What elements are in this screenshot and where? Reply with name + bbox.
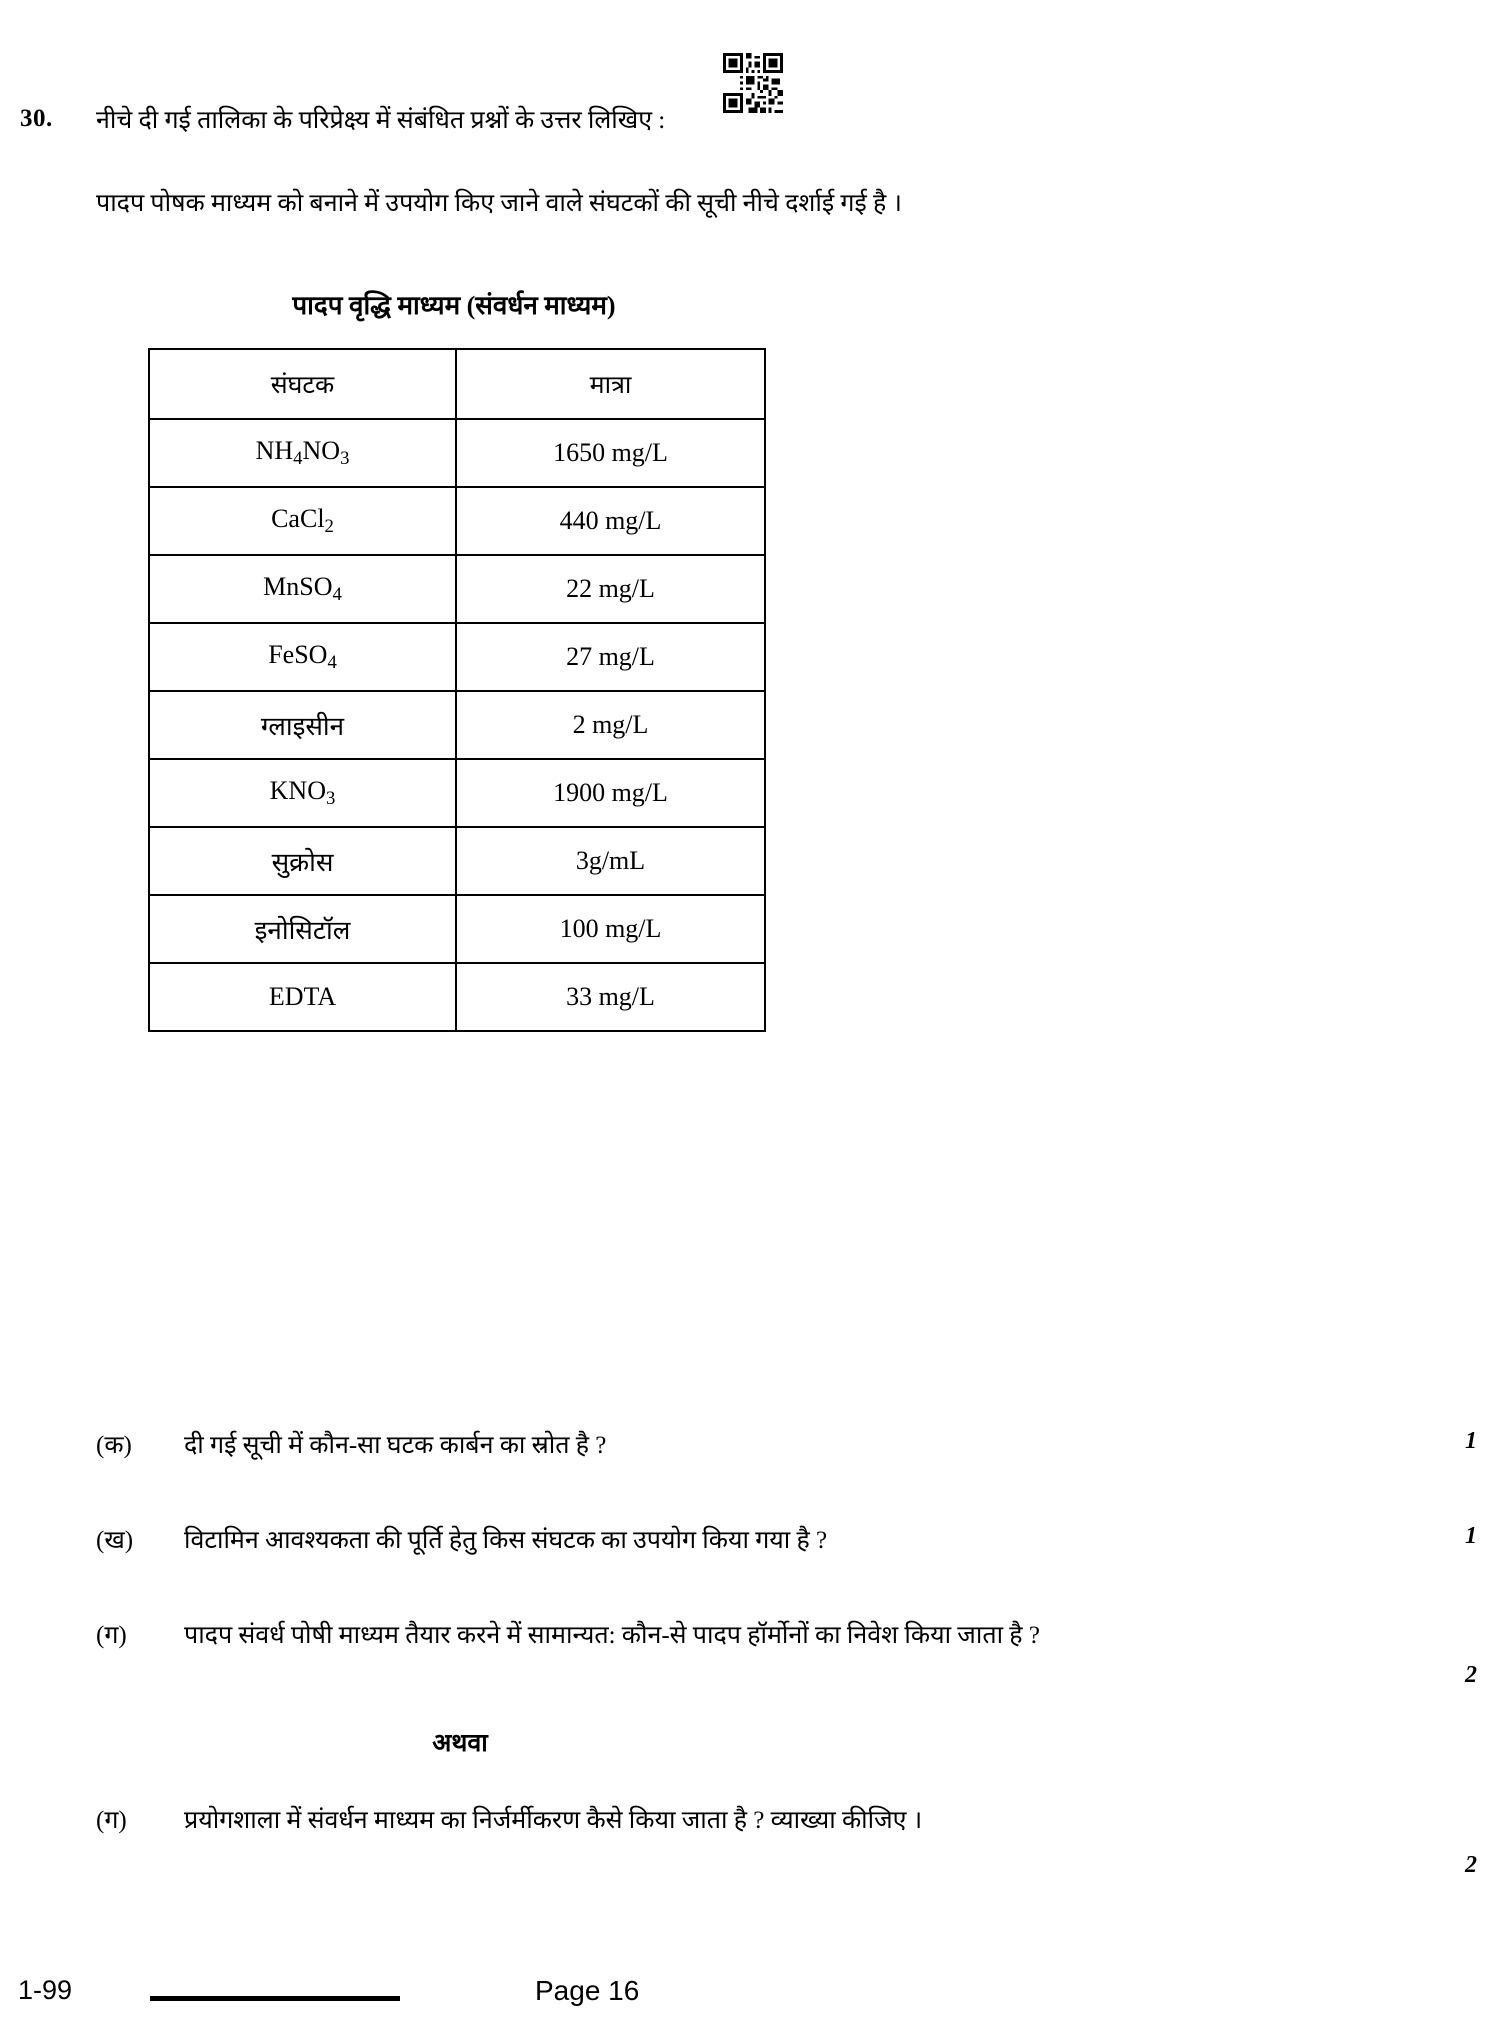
table-cell-amount: 100 mg/L	[456, 895, 765, 963]
marks-kha: 1	[1465, 1523, 1477, 1549]
table-cell-component: FeSO$_4$	[149, 623, 456, 691]
table-cell-amount: 440 mg/L	[456, 487, 765, 555]
footer-divider-rule	[150, 1996, 400, 2001]
sub-question-ga-1-label: (ग)	[96, 1622, 127, 1649]
sub-question-kha	[96, 1520, 1186, 1563]
table-cell-component: $KNO_3$	[149, 759, 456, 827]
table-row	[149, 827, 765, 895]
table-row	[149, 419, 765, 487]
table-header-row	[149, 349, 765, 419]
sub-question-kha-label: (ख)	[96, 1527, 134, 1554]
or-divider: अथवा	[432, 1730, 488, 1757]
question-intro: पादप पोषक माध्यम को बनाने में उपयोग किए जाने वाले संघटकों की सूची नीचे दर्शाई गई है ।	[96, 190, 903, 217]
table-column-header: मात्रा	[456, 349, 765, 419]
table-cell-amount: 27 mg/L	[456, 623, 765, 691]
table-row	[149, 691, 765, 759]
sub-question-ga-1	[96, 1615, 1186, 1658]
table-row	[149, 555, 765, 623]
table-row	[149, 487, 765, 555]
sub-question-kha-text: विटामिन आवश्यकता की पूर्ति हेतु किस संघटक का उपयोग किया गया है ?	[184, 1527, 828, 1554]
sub-question-ga-2-text: प्रयोगशाला में संवर्धन माध्यम का निर्जर्मीकरण कैसे किया जाता है ? व्याख्या कीजिए ।	[184, 1807, 923, 1834]
table-title: पादप वृद्धि माध्यम (संवर्धन माध्यम)	[292, 291, 616, 320]
table-cell-amount: 3g/mL	[456, 827, 765, 895]
marks-ga-1: 2	[1465, 1662, 1477, 1688]
table-cell-amount: 1900 mg/L	[456, 759, 765, 827]
marks-ka: 1	[1465, 1428, 1477, 1454]
sub-question-ka-label: (क)	[96, 1432, 132, 1459]
table-cell-component: ग्लाइसीन	[149, 691, 456, 759]
sub-question-ga-2-label: (ग)	[96, 1807, 127, 1834]
footer-paper-code: 1-99	[18, 1975, 73, 2005]
table-cell-component: EDTA	[149, 963, 456, 1031]
table-cell-component: MnSO$_4$	[149, 555, 456, 623]
marks-ga-2: 2	[1465, 1852, 1477, 1878]
question-number: 30.	[20, 105, 53, 132]
table-cell-amount: 1650 mg/L	[456, 419, 765, 487]
question-stem: नीचे दी गई तालिका के परिप्रेक्ष्य में संबंधित प्रश्नों के उत्तर लिखिए :	[96, 107, 666, 134]
sub-question-ga-2	[96, 1800, 1186, 1843]
table-cell-component: CaCl$_2$	[149, 487, 456, 555]
sub-question-ga-1-text: पादप संवर्ध पोषी माध्यम तैयार करने में सामान्यत: कौन-से पादप हॉर्मोनों का निवेश किया जाता है ?	[184, 1622, 1040, 1649]
table-row	[149, 895, 765, 963]
sub-question-ka	[96, 1425, 1186, 1468]
table-cell-component: सुक्रोस	[149, 827, 456, 895]
table-row	[149, 623, 765, 691]
table-cell-amount: 33 mg/L	[456, 963, 765, 1031]
table-column-header: संघटक	[149, 349, 456, 419]
table-cell-amount: 22 mg/L	[456, 555, 765, 623]
table-row	[149, 963, 765, 1031]
footer-page-number: Page 16	[535, 1975, 640, 2006]
table-cell-component: $NH_4NO_3$	[149, 419, 456, 487]
table-row	[149, 759, 765, 827]
sub-question-ka-text: दी गई सूची में कौन-सा घटक कार्बन का स्रोत है ?	[184, 1432, 607, 1459]
table-cell-amount: 2 mg/L	[456, 691, 765, 759]
plant-growth-medium-table	[148, 348, 766, 1032]
table-cell-component: इनोसिटॉल	[149, 895, 456, 963]
